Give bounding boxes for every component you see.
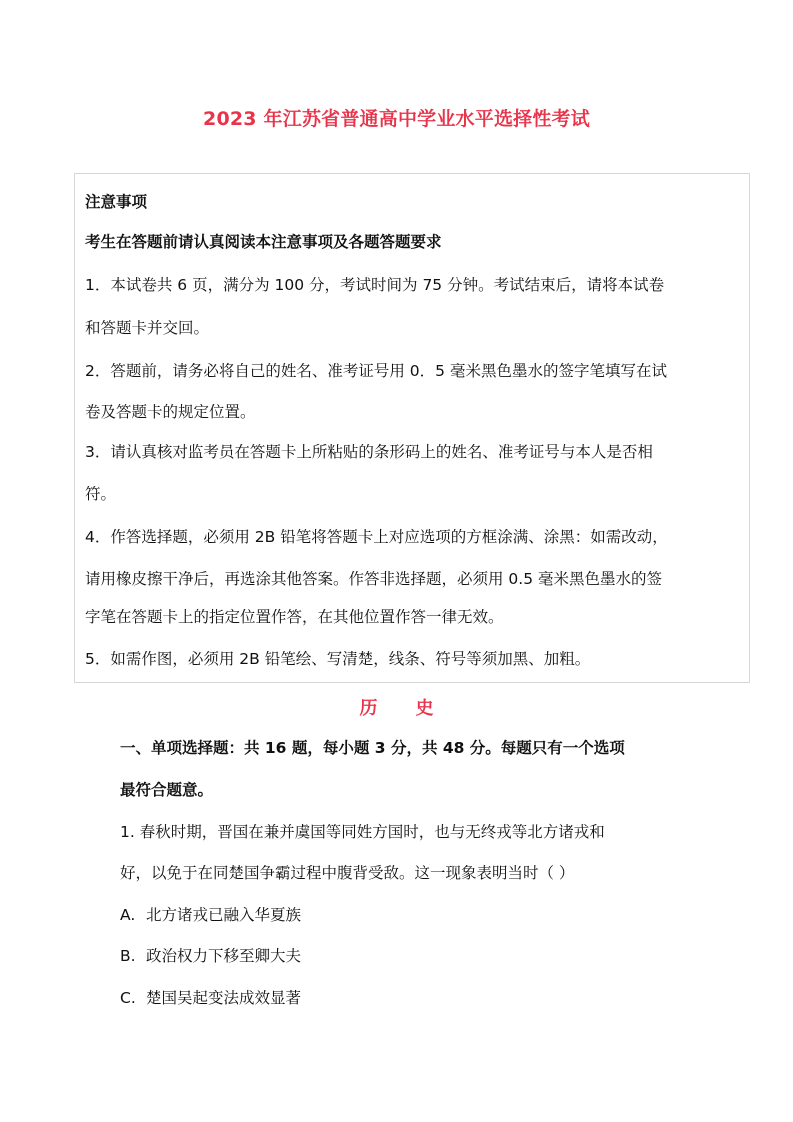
subject-char-1: 历 <box>359 698 378 719</box>
subject-title <box>0 694 793 720</box>
notice-heading: 注意事项 <box>85 193 148 211</box>
option-b-text: 政治权力下移至卿大夫 <box>146 947 302 965</box>
notice-line-2b: 卷及答题卡的规定位置。 <box>85 403 256 421</box>
notice-line-3a: 3．请认真核对监考员在答题卡上所粘贴的条形码上的姓名、准考证号与本人是否相 <box>85 443 653 461</box>
notice-line-4c: 字笔在答题卡上的指定位置作答，在其他位置作答一律无效。 <box>85 608 504 626</box>
subject-char-2: 史 <box>415 698 434 719</box>
notice-line-3b: 符。 <box>85 485 117 503</box>
notice-line-1a: 1．本试卷共 6 页，满分为 100 分，考试时间为 75 分钟。考试结束后，请将本试卷 <box>85 276 665 294</box>
notice-line-2a: 2．答题前，请务必将自己的姓名、准考证号用 0．5 毫米黑色墨水的签字笔填写在试 <box>85 362 667 380</box>
option-c-letter: C. <box>120 989 136 1007</box>
option-a-text: 北方诸戎已融入华夏族 <box>146 906 302 924</box>
option-c-text: 楚国吴起变法成效显著 <box>146 989 302 1007</box>
section-heading-line-1: 一、单项选择题：共 16 题，每小题 3 分，共 48 分。每题只有一个选项 <box>120 739 625 757</box>
notice-line-4a: 4．作答选择题，必须用 2B 铅笔将答题卡上对应选项的方框涂满、涂黑：如需改动， <box>85 528 668 546</box>
notice-line-1b: 和答题卡并交回。 <box>85 319 210 337</box>
question-1-option-b <box>120 946 301 966</box>
notice-line-5: 5．如需作图，必须用 2B 铅笔绘、写清楚，线条、符号等须加黑、加粗。 <box>85 650 591 668</box>
option-b-letter: B. <box>120 947 136 965</box>
question-1-option-a <box>120 905 301 925</box>
option-a-letter: A. <box>120 906 136 924</box>
notice-line-4b: 请用橡皮擦干净后，再选涂其他答案。作答非选择题，必须用 0.5 毫米黑色墨水的签 <box>85 570 663 588</box>
question-1-option-c <box>120 988 301 1008</box>
document-title: 2023 年江苏省普通高中学业水平选择性考试 <box>203 108 590 130</box>
question-1-stem-line-2: 好，以免于在同楚国争霸过程中腹背受敌。这一现象表明当时（ ） <box>120 864 575 882</box>
question-1-stem-line-1: 1. 春秋时期，晋国在兼并虞国等同姓方国时，也与无终戎等北方诸戎和 <box>120 823 605 841</box>
section-heading-line-2: 最符合题意。 <box>120 781 214 799</box>
notice-box <box>74 173 750 683</box>
notice-subheading: 考生在答题前请认真阅读本注意事项及各题答题要求 <box>85 233 442 251</box>
